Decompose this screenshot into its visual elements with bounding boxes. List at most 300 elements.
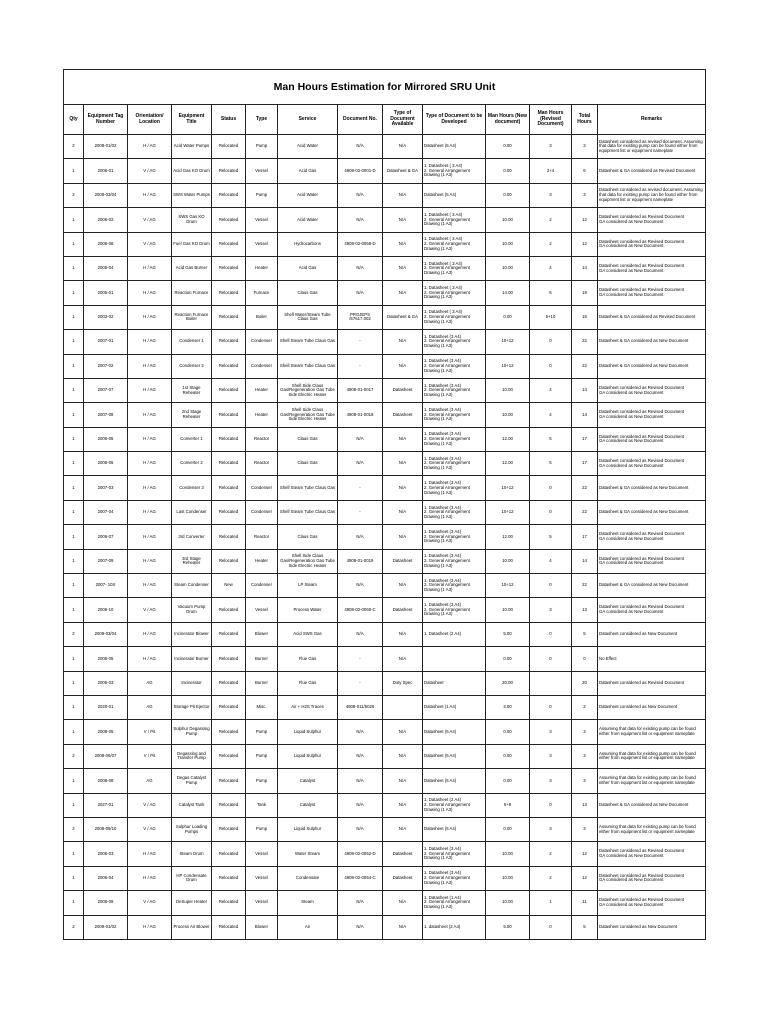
table-cell: H / AG: [128, 135, 172, 159]
table-cell: N/A: [338, 744, 383, 768]
table-cell: Datasheet: [423, 671, 486, 695]
table-cell: -: [338, 354, 383, 378]
table-cell: Hydrocarbons: [278, 232, 338, 256]
table-cell: Relocated: [212, 256, 246, 280]
table-cell: 0.00: [486, 769, 530, 793]
table-cell: 2008-08: [84, 769, 128, 793]
table-row: [64, 500, 706, 524]
table-cell: 20: [572, 671, 598, 695]
table-cell: Relocated: [212, 647, 246, 671]
table-body: [64, 135, 706, 940]
table-cell: 4908-011/5026: [338, 695, 383, 719]
table-cell: 1: [64, 281, 84, 305]
table-cell: 13: [572, 793, 598, 817]
column-header: Status: [212, 105, 246, 135]
table-cell: Datasheet: [383, 866, 423, 890]
table-cell: N/A: [383, 793, 423, 817]
table-row: [64, 232, 706, 256]
table-row: [64, 817, 706, 841]
table-cell: N/A: [338, 452, 383, 476]
table-row: [64, 598, 706, 622]
table-cell: N/A: [383, 135, 423, 159]
table-cell: -: [338, 500, 383, 524]
table-cell: V / AG: [128, 208, 172, 232]
table-cell: Acid Water: [278, 135, 338, 159]
table-cell: 2006-05: [84, 427, 128, 451]
table-cell: Acid Gas: [278, 256, 338, 280]
table-cell: 1. Datasheet (3 A4) 2. General Arrangement Drawing (1 A3): [423, 452, 486, 476]
table-cell: 1: [64, 427, 84, 451]
table-cell: N/A: [338, 574, 383, 598]
table-cell: 0: [530, 500, 572, 524]
table-cell: Datasheet considered as Revised Document GA considered as New Document: [598, 549, 706, 573]
table-cell: N/A: [338, 183, 383, 207]
table-cell: V / AG: [128, 159, 172, 183]
table-cell: 1: [64, 378, 84, 402]
table-cell: 4908-01-0017: [338, 378, 383, 402]
table-cell: Process Water: [278, 598, 338, 622]
table-cell: Relocated: [212, 159, 246, 183]
table-cell: Liquid Sulphur: [278, 720, 338, 744]
table-cell: Relocated: [212, 378, 246, 402]
table-cell: 4908-02-0058-D: [338, 232, 383, 256]
table-cell: Liquid Sulphur: [278, 744, 338, 768]
table-cell: 0.00: [486, 817, 530, 841]
table-cell: Degassing and Transfer Pump: [172, 744, 212, 768]
table-cell: 3: [530, 183, 572, 207]
table-cell: 1: [530, 891, 572, 915]
table-cell: 2: [530, 866, 572, 890]
table-cell: 3: [572, 183, 598, 207]
table-cell: 0: [530, 647, 572, 671]
table-cell: 1. Datasheet (3 A4) 2. General Arrangement Drawing (1 A3): [423, 598, 486, 622]
table-cell: 1: [64, 208, 84, 232]
table-cell: 2007- 10X: [84, 574, 128, 598]
table-cell: N/A: [338, 525, 383, 549]
table-cell: Datasheet considered as Revised Document GA considered as New Document: [598, 403, 706, 427]
table-cell: H / AG: [128, 256, 172, 280]
table-cell: 2006-02: [84, 208, 128, 232]
table-cell: H / AG: [128, 549, 172, 573]
table-cell: 17: [572, 427, 598, 451]
table-cell: 2: [530, 208, 572, 232]
table-cell: 2.00: [486, 695, 530, 719]
table-cell: H / AG: [128, 842, 172, 866]
table-cell: 2: [64, 744, 84, 768]
table-cell: Relocated: [212, 305, 246, 329]
column-header: Service: [278, 105, 338, 135]
table-row: [64, 476, 706, 500]
table-cell: N/A: [383, 915, 423, 939]
table-cell: H / AG: [128, 281, 172, 305]
table-cell: H / AG: [128, 866, 172, 890]
table-cell: 4908-02-0052-D: [338, 842, 383, 866]
table-cell: 1: [64, 232, 84, 256]
table-cell: Shell Steam Tube Claus Gas: [278, 354, 338, 378]
table-cell: N/A: [383, 354, 423, 378]
table-row: [64, 695, 706, 719]
table-row: [64, 330, 706, 354]
table-cell: 3: [572, 135, 598, 159]
table-cell: Pump: [246, 744, 278, 768]
table-cell: Shell Side Claus Gas/Regeneration Gas Tube Side Electric Heater: [278, 549, 338, 573]
column-header: Total Hours: [572, 105, 598, 135]
table-cell: Shell Steam Tube Claus Gas: [278, 476, 338, 500]
table-cell: 2005-03: [84, 671, 128, 695]
table-row: [64, 866, 706, 890]
table-cell: 2006-03: [84, 842, 128, 866]
table-cell: N/A: [383, 720, 423, 744]
table-row: [64, 427, 706, 451]
table-cell: Water Steam: [278, 842, 338, 866]
table-cell: 12: [572, 842, 598, 866]
table-cell: 2007-03: [84, 476, 128, 500]
table-cell: 2009-03/04: [84, 622, 128, 646]
table-cell: Relocated: [212, 817, 246, 841]
table-cell: Condenser: [246, 476, 278, 500]
table-cell: Last Condenser: [172, 500, 212, 524]
table-cell: N/A: [338, 256, 383, 280]
table-cell: 0: [530, 476, 572, 500]
table-cell: 1. Datasheet (3 A4) 2. General Arrangement Drawing (1 A3): [423, 330, 486, 354]
table-cell: 1. Datasheet ( 3 A4) 2. General Arrangement Drawing (1 A3): [423, 305, 486, 329]
table-cell: Relocated: [212, 769, 246, 793]
column-header: Document No.: [338, 105, 383, 135]
table-cell: Datasheet considered as Revised Document GA considered as New Document: [598, 525, 706, 549]
table-row: [64, 842, 706, 866]
table-cell: 6: [572, 159, 598, 183]
table-cell: 1: [64, 891, 84, 915]
table-cell: 0: [572, 647, 598, 671]
table-cell: 4908-01-0019: [338, 549, 383, 573]
table-cell: 2020-01: [84, 695, 128, 719]
table-cell: DeSuper Heater: [172, 891, 212, 915]
table-cell: 0: [530, 574, 572, 598]
table-cell: N/A: [338, 427, 383, 451]
table-cell: Fuel Gas KO Drum: [172, 232, 212, 256]
table-cell: 4: [530, 549, 572, 573]
table-cell: Pump: [246, 769, 278, 793]
table-cell: Datasheet & GA considered as New Document: [598, 793, 706, 817]
table-cell: 2: [530, 842, 572, 866]
table-cell: Reactor: [246, 525, 278, 549]
table-cell: Boiler: [246, 305, 278, 329]
table-cell: 10.00: [486, 378, 530, 402]
table-cell: 1. Datasheet (3 A4) 2. General Arrangement Drawing (1 A3): [423, 574, 486, 598]
table-cell: 1: [64, 354, 84, 378]
table-cell: Acid Gas KO Drum: [172, 159, 212, 183]
table-cell: 0: [530, 695, 572, 719]
table-cell: 3: [572, 769, 598, 793]
table-cell: Datasheet: [383, 378, 423, 402]
table-cell: H / AG: [128, 915, 172, 939]
table-cell: Relocated: [212, 866, 246, 890]
table-cell: Heater: [246, 403, 278, 427]
table-cell: N/A: [383, 256, 423, 280]
table-cell: 12: [572, 208, 598, 232]
table-cell: 0: [530, 354, 572, 378]
table-cell: N/A: [338, 135, 383, 159]
table-cell: Incinerator: [172, 671, 212, 695]
table-row: [64, 208, 706, 232]
table-cell: Relocated: [212, 330, 246, 354]
table-cell: Datasheet & GA considered as New Document: [598, 354, 706, 378]
table-cell: Shell Steam Tube Claus Gas: [278, 500, 338, 524]
table-cell: Acid Water: [278, 183, 338, 207]
table-cell: 1. Datasheet (2 A4): [423, 622, 486, 646]
table-cell: Acid Water: [278, 208, 338, 232]
table-cell: H / AG: [128, 330, 172, 354]
table-cell: Datasheet considered as New Document: [598, 915, 706, 939]
table-cell: N/A: [338, 281, 383, 305]
table-cell: Acid Water Pumps: [172, 135, 212, 159]
table-row: [64, 256, 706, 280]
table-cell: SWS Water Pumps: [172, 183, 212, 207]
man-hours-table: [63, 69, 706, 940]
table-cell: 5: [530, 427, 572, 451]
table-row: [64, 647, 706, 671]
table-cell: 1. Datasheet (3 A4) 2. General Arrangement Drawing (1 A3): [423, 476, 486, 500]
table-cell: Reaction Furnace: [172, 281, 212, 305]
table-cell: 1: [64, 549, 84, 573]
table-cell: Air: [278, 915, 338, 939]
table-cell: 1: [64, 476, 84, 500]
table-cell: 17: [572, 525, 598, 549]
table-cell: 0.00: [486, 135, 530, 159]
table-cell: 1: [64, 403, 84, 427]
table-cell: 5: [572, 915, 598, 939]
table-cell: Furnace: [246, 281, 278, 305]
table-cell: Steam Drum: [172, 842, 212, 866]
table-cell: 0: [530, 793, 572, 817]
table-cell: Pump: [246, 135, 278, 159]
table-cell: HP Condensate Drum: [172, 866, 212, 890]
table-cell: Burner: [246, 647, 278, 671]
table-cell: Condenser: [246, 354, 278, 378]
table-cell: 15: [572, 305, 598, 329]
table-cell: N/A: [383, 427, 423, 451]
table-cell: 2008-09/10: [84, 817, 128, 841]
table-cell: N/A: [338, 915, 383, 939]
table-cell: Pump: [246, 817, 278, 841]
table-cell: Blower: [246, 915, 278, 939]
table-cell: Acid Gas Burner: [172, 256, 212, 280]
table-cell: Relocated: [212, 208, 246, 232]
table-cell: Datasheet & GA considered as New Document: [598, 574, 706, 598]
table-cell: V / AG: [128, 793, 172, 817]
table-cell: Claus Gas: [278, 427, 338, 451]
table-cell: Acid SWS Gas: [278, 622, 338, 646]
table-cell: Degas Catalyst Pump: [172, 769, 212, 793]
table-cell: Reactor: [246, 427, 278, 451]
table-cell: Air + H2S Traces: [278, 695, 338, 719]
table-row: [64, 671, 706, 695]
table-cell: N/A: [383, 452, 423, 476]
table-cell: 1. Datasheet (3 A4) 2. General Arrangement Drawing (1 A3): [423, 427, 486, 451]
table-cell: 2006-08: [84, 232, 128, 256]
table-cell: Condensate: [278, 866, 338, 890]
table-row: [64, 622, 706, 646]
table-cell: Relocated: [212, 915, 246, 939]
table-cell: N/A: [338, 208, 383, 232]
table-cell: Flue Gas: [278, 647, 338, 671]
table-cell: N/A: [383, 476, 423, 500]
table-cell: N/A: [338, 793, 383, 817]
table-cell: N/A: [383, 769, 423, 793]
table-cell: Condenser: [246, 574, 278, 598]
table-cell: Relocated: [212, 891, 246, 915]
table-row: [64, 915, 706, 939]
table-cell: 4: [530, 403, 572, 427]
table-cell: 1. Datasheet ( 3 A4) 2. General Arrangement Drawing (1 A3): [423, 232, 486, 256]
table-cell: H / AG: [128, 452, 172, 476]
table-cell: V / Pit: [128, 720, 172, 744]
table-cell: H / AG: [128, 525, 172, 549]
table-cell: 1. Datasheet (3 A4) 2. General Arrangement Drawing (1 A3): [423, 500, 486, 524]
table-cell: 14: [572, 256, 598, 280]
table-cell: 1: [64, 525, 84, 549]
table-cell: N/A: [383, 525, 423, 549]
table-cell: Condenser 1: [172, 330, 212, 354]
table-cell: 4: [530, 378, 572, 402]
table-cell: PROJEPS /67617.002: [338, 305, 383, 329]
table-cell: 2007-04: [84, 500, 128, 524]
table-cell: Datasheet: [383, 549, 423, 573]
table-cell: H / AG: [128, 647, 172, 671]
table-cell: 1: [64, 452, 84, 476]
table-cell: Sulphur Loading Pumps: [172, 817, 212, 841]
table-cell: 2007-07: [84, 378, 128, 402]
column-header: Man Hours (New document): [486, 105, 530, 135]
table-cell: 1: [64, 793, 84, 817]
table-cell: V / AG: [128, 817, 172, 841]
table-cell: Heater: [246, 256, 278, 280]
table-cell: 1. Datasheet (3 A4) 2. General Arrangement Drawing (1 A3): [423, 378, 486, 402]
table-row: [64, 354, 706, 378]
table-cell: Flue Gas: [278, 671, 338, 695]
table-cell: 0.00: [486, 159, 530, 183]
table-cell: 3: [530, 720, 572, 744]
table-cell: AG: [128, 695, 172, 719]
table-cell: 4908-01-0018: [338, 403, 383, 427]
table-row: [64, 525, 706, 549]
table-cell: 1: [64, 256, 84, 280]
table-cell: 10.00: [486, 842, 530, 866]
table-row: [64, 574, 706, 598]
table-cell: 1: [64, 769, 84, 793]
column-header: Orientation/ Location: [128, 105, 172, 135]
table-cell: Assuming that data for existing pump can be found either from equipment list or equipment nameplate: [598, 817, 706, 841]
table-cell: -: [338, 647, 383, 671]
table-cell: Relocated: [212, 695, 246, 719]
table-cell: N/A: [338, 622, 383, 646]
table-cell: Datasheet & GA considered as Revised Document: [598, 305, 706, 329]
table-cell: Datasheet considered as Revised Document GA considered as New Document: [598, 427, 706, 451]
table-cell: Datasheet & GA: [383, 159, 423, 183]
table-cell: 1. Datasheet ( 3 A4) 2. General Arrangement Drawing (1 A3): [423, 159, 486, 183]
table-cell: N/A: [383, 817, 423, 841]
table-cell: 2nd Stage Reheater: [172, 403, 212, 427]
table-cell: Vessel: [246, 159, 278, 183]
table-cell: 10.00: [486, 891, 530, 915]
table-cell: H / AG: [128, 183, 172, 207]
table-cell: Claus Gas: [278, 525, 338, 549]
table-cell: Datasheet & GA considered as New Document: [598, 476, 706, 500]
table-cell: Blower: [246, 622, 278, 646]
table-cell: 0.00: [486, 183, 530, 207]
table-cell: [383, 695, 423, 719]
table-cell: H / AG: [128, 476, 172, 500]
table-cell: 22: [572, 500, 598, 524]
table-cell: Relocated: [212, 135, 246, 159]
table-cell: Vacuum Pump Drum: [172, 598, 212, 622]
table-cell: Steam: [278, 891, 338, 915]
table-cell: Relocated: [212, 793, 246, 817]
table-cell: V / Pit: [128, 744, 172, 768]
table-cell: -: [338, 476, 383, 500]
table-cell: 2008-05: [84, 720, 128, 744]
table-cell: N/A: [338, 817, 383, 841]
table-cell: 0.00: [486, 744, 530, 768]
table-cell: 2006-09: [84, 891, 128, 915]
table-cell: Claus Gas: [278, 281, 338, 305]
table-cell: Sulphur Degassing Pump: [172, 720, 212, 744]
table-cell: H / AG: [128, 574, 172, 598]
table-cell: 2005-01: [84, 281, 128, 305]
table-cell: 13: [572, 598, 598, 622]
table-row: [64, 744, 706, 768]
table-cell: 12.00: [486, 525, 530, 549]
table-cell: 3: [530, 769, 572, 793]
table-cell: 2007-01: [84, 330, 128, 354]
table-cell: 1: [64, 305, 84, 329]
table-cell: Relocated: [212, 525, 246, 549]
table-cell: N/A: [338, 891, 383, 915]
table-cell: 12: [572, 232, 598, 256]
table-cell: Incinerator Burner: [172, 647, 212, 671]
table-cell: 5+8: [486, 793, 530, 817]
table-cell: 10.00: [486, 866, 530, 890]
table-cell: AG: [128, 671, 172, 695]
table-cell: Datasheet (5 A4): [423, 744, 486, 768]
table-cell: N/A: [383, 281, 423, 305]
table-cell: 0: [530, 330, 572, 354]
table-row: [64, 378, 706, 402]
table-cell: Datasheet: [383, 842, 423, 866]
table-cell: Condenser: [246, 330, 278, 354]
table-cell: Datasheet (5 A4): [423, 720, 486, 744]
table-cell: 1st Stage Reheater: [172, 378, 212, 402]
table-cell: 1: [64, 598, 84, 622]
table-cell: 3: [572, 817, 598, 841]
table-cell: 3: [530, 817, 572, 841]
table-cell: 1: [64, 695, 84, 719]
table-cell: 2007-02: [84, 354, 128, 378]
table-cell: Acid Gas: [278, 159, 338, 183]
table-cell: 0: [530, 622, 572, 646]
table-cell: Datasheet considered as Revised Document GA considered as New Document: [598, 208, 706, 232]
table-cell: -: [338, 671, 383, 695]
table-cell: 3: [530, 598, 572, 622]
table-cell: Condenser 3: [172, 476, 212, 500]
table-cell: 2007-08: [84, 403, 128, 427]
table-cell: 1. Datasheet (1 A4) 2. General Arrangement Drawing (1 A3): [423, 891, 486, 915]
table-cell: 10+12: [486, 476, 530, 500]
table-cell: 2005-05: [84, 647, 128, 671]
table-cell: N/A: [338, 769, 383, 793]
table-cell: 10.00: [486, 403, 530, 427]
table-cell: H / AG: [128, 378, 172, 402]
